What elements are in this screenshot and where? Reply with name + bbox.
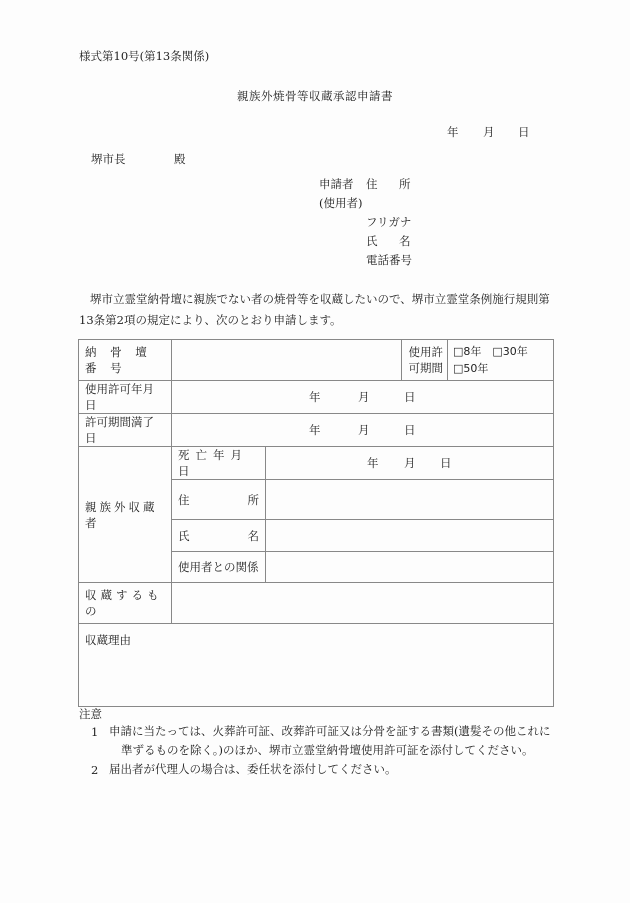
permit-period-label-line2: 可期間: [408, 361, 443, 375]
notes-heading: 注意: [79, 707, 102, 721]
document-title: 親族外焼骨等収蔵承認申請書: [237, 89, 393, 103]
death-date-month: 月: [404, 456, 416, 470]
application-table: [78, 339, 554, 707]
period-option-50-checkbox[interactable]: □50年: [453, 362, 489, 375]
note-1-number: 1: [91, 725, 99, 739]
date-day-label: 日: [518, 125, 530, 139]
expiry-date-field[interactable]: [172, 414, 554, 447]
table-row: [79, 583, 554, 624]
reason-field[interactable]: [79, 624, 554, 707]
permit-date-month: 月: [358, 390, 370, 404]
table-row: [79, 624, 554, 707]
period-option-30-checkbox[interactable]: □30年: [492, 345, 528, 358]
table-row: [79, 340, 554, 381]
death-date-day: 日: [440, 456, 452, 470]
relation-label: 使用者との関係: [172, 552, 266, 583]
table-row: [79, 447, 554, 480]
permit-date-label: 使用許可年月日: [79, 381, 172, 414]
non-relative-address-field[interactable]: [266, 480, 554, 520]
date-month-label: 月: [483, 125, 495, 139]
form-number: 様式第10号(第13条関係): [79, 49, 210, 63]
permit-period-label-line1: 使用許: [408, 345, 443, 359]
death-date-label: 死亡年月日: [172, 447, 266, 480]
period-option-8-checkbox[interactable]: □8年: [453, 345, 482, 358]
applicant-address-label-1: 住: [366, 177, 378, 191]
note-2-text: 届出者が代理人の場合は、委任状を添付してください。: [109, 762, 397, 776]
death-date-year: 年: [367, 456, 379, 470]
permit-period-label: [402, 340, 448, 381]
permit-period-options: [448, 340, 554, 381]
address-label-char-1: 住: [178, 492, 190, 507]
expiry-date-label: 許可期間満了日: [79, 414, 172, 447]
non-relative-label: 親族外収蔵者: [79, 447, 172, 583]
applicant-name-label-2: 名: [399, 234, 411, 248]
note-2-number: 2: [91, 763, 99, 777]
non-relative-address-label: [172, 480, 266, 520]
niche-number-field[interactable]: [172, 340, 402, 381]
applicant-name-label-1: 氏: [366, 234, 378, 248]
table-row: [79, 414, 554, 447]
expiry-date-day: 日: [404, 423, 416, 437]
items-label: 収蔵するもの: [79, 583, 172, 624]
table-row: [79, 381, 554, 414]
expiry-date-month: 月: [358, 423, 370, 437]
non-relative-name-label: [172, 520, 266, 552]
honorific: 殿: [174, 152, 186, 166]
expiry-date-year: 年: [309, 423, 321, 437]
address-label-char-2: 所: [247, 492, 259, 507]
applicant-address-label-2: 所: [399, 177, 411, 191]
permit-date-field[interactable]: [172, 381, 554, 414]
applicant-sublabel: (使用者): [319, 196, 363, 210]
intro-paragraph: 堺市立霊堂納骨壇に親族でない者の焼骨等を収蔵したいので、堺市立霊堂条例施行規則第13条第2項の規定により、次のとおり申請します。: [79, 292, 550, 327]
permit-date-day: 日: [404, 390, 416, 404]
date-year-label: 年: [447, 125, 459, 139]
name-label-char-2: 名: [247, 528, 259, 543]
name-label-char-1: 氏: [178, 528, 190, 543]
relation-field[interactable]: [266, 552, 554, 583]
permit-date-year: 年: [309, 390, 321, 404]
reason-label: 収蔵理由: [85, 633, 131, 647]
death-date-field[interactable]: [266, 447, 554, 480]
addressee: 堺市長: [91, 152, 126, 166]
items-field[interactable]: [172, 583, 554, 624]
niche-number-label: 納 骨 壇 番 号: [79, 340, 172, 381]
applicant-label: 申請者: [319, 177, 354, 191]
note-1-body: 申請に当たっては、火葬許可証、改葬許可証又は分骨を証する書類(遺髪その他これに準ずるものを除く。)のほか、堺市立霊堂納骨壇使用許可証を添付してください。: [109, 724, 551, 757]
applicant-furigana-label: フリガナ: [366, 215, 412, 229]
note-1-text: [109, 722, 559, 760]
non-relative-name-field[interactable]: [266, 520, 554, 552]
applicant-phone-label: 電話番号: [366, 253, 412, 267]
